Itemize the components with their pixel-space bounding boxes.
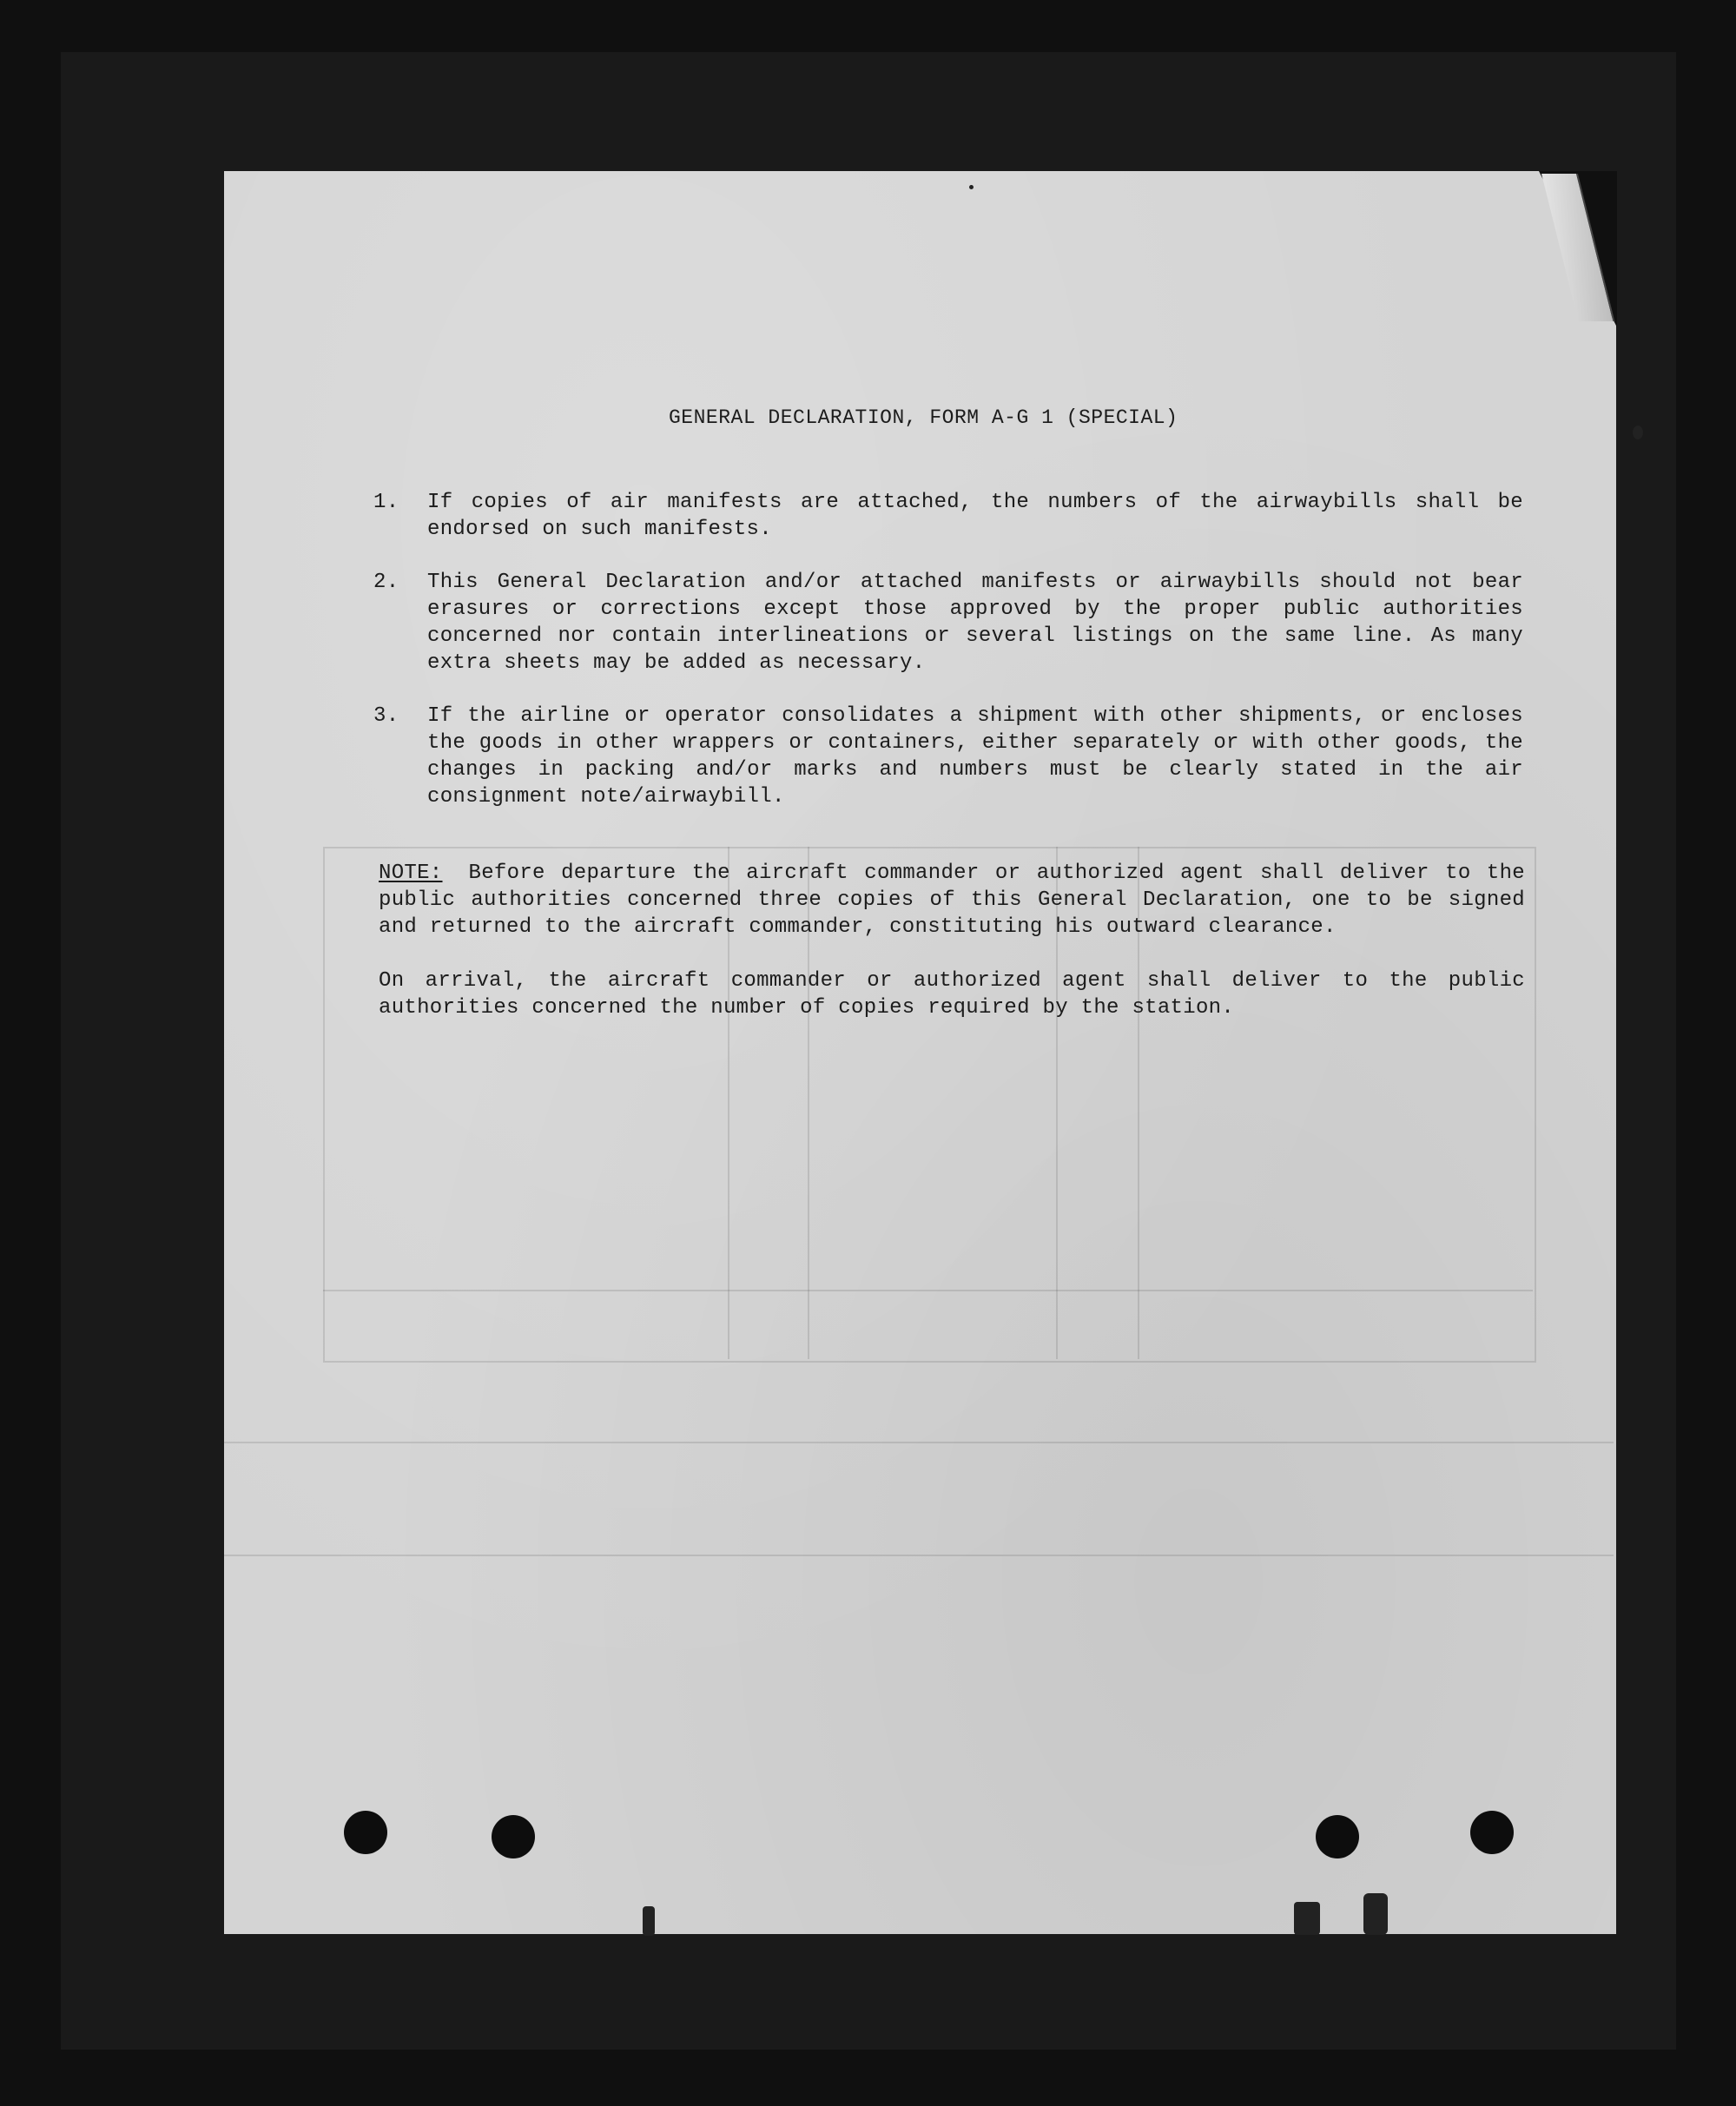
dust-speck [969,185,974,189]
dust-speck [1633,426,1643,439]
note-block [379,860,1525,1021]
instruction-item [373,703,1523,810]
bleed-through-rule [224,1555,1614,1556]
note-label: NOTE: [379,862,443,885]
note-paragraph: On arrival, the aircraft commander or authorized agent shall deliver to the public authorities concerned the number of copies required by the station. [379,969,1525,1020]
item-number: 1. [373,491,399,514]
punch-hole [344,1811,387,1854]
note-paragraph [379,860,1525,941]
instruction-item [373,569,1523,677]
item-number: 3. [373,704,399,728]
punch-hole [1470,1811,1514,1854]
page-title: GENERAL DECLARATION, FORM A-G 1 (SPECIAL) [669,406,1178,429]
item-text: This General Declaration and/or attached manifests or airwaybills should not bear erasures or corrections except those approved by the proper public authorities concerned nor contain interlineations or several listings on the same line. As many extra sheets may be added as necessary. [427,571,1523,675]
edge-tear [1294,1902,1320,1935]
bleed-through-rule [323,1290,1533,1291]
edge-tear [643,1906,655,1936]
item-text: If copies of air manifests are attached, the numbers of the airwaybills shall be endorsed on such manifests. [427,491,1523,541]
item-number: 2. [373,571,399,594]
bleed-through-rule [224,1442,1614,1443]
punch-hole [1316,1815,1359,1858]
item-text: If the airline or operator consolidates a shipment with other shipments, or encloses the goods in other wrappers or containers, either separately or with other goods, the changes in packing and/or marks and numbers must be clearly stated in the air consignment note/airwaybill. [427,704,1523,809]
edge-tear [1363,1893,1388,1935]
punch-hole [492,1815,535,1858]
note-text: Before departure the aircraft commander or authorized agent shall deliver to the public authorities concerned three copies of this General Declaration, one to be signed and returned to the aircraft commander, constituting his outward clearance. [379,862,1525,939]
instruction-item [373,489,1523,543]
